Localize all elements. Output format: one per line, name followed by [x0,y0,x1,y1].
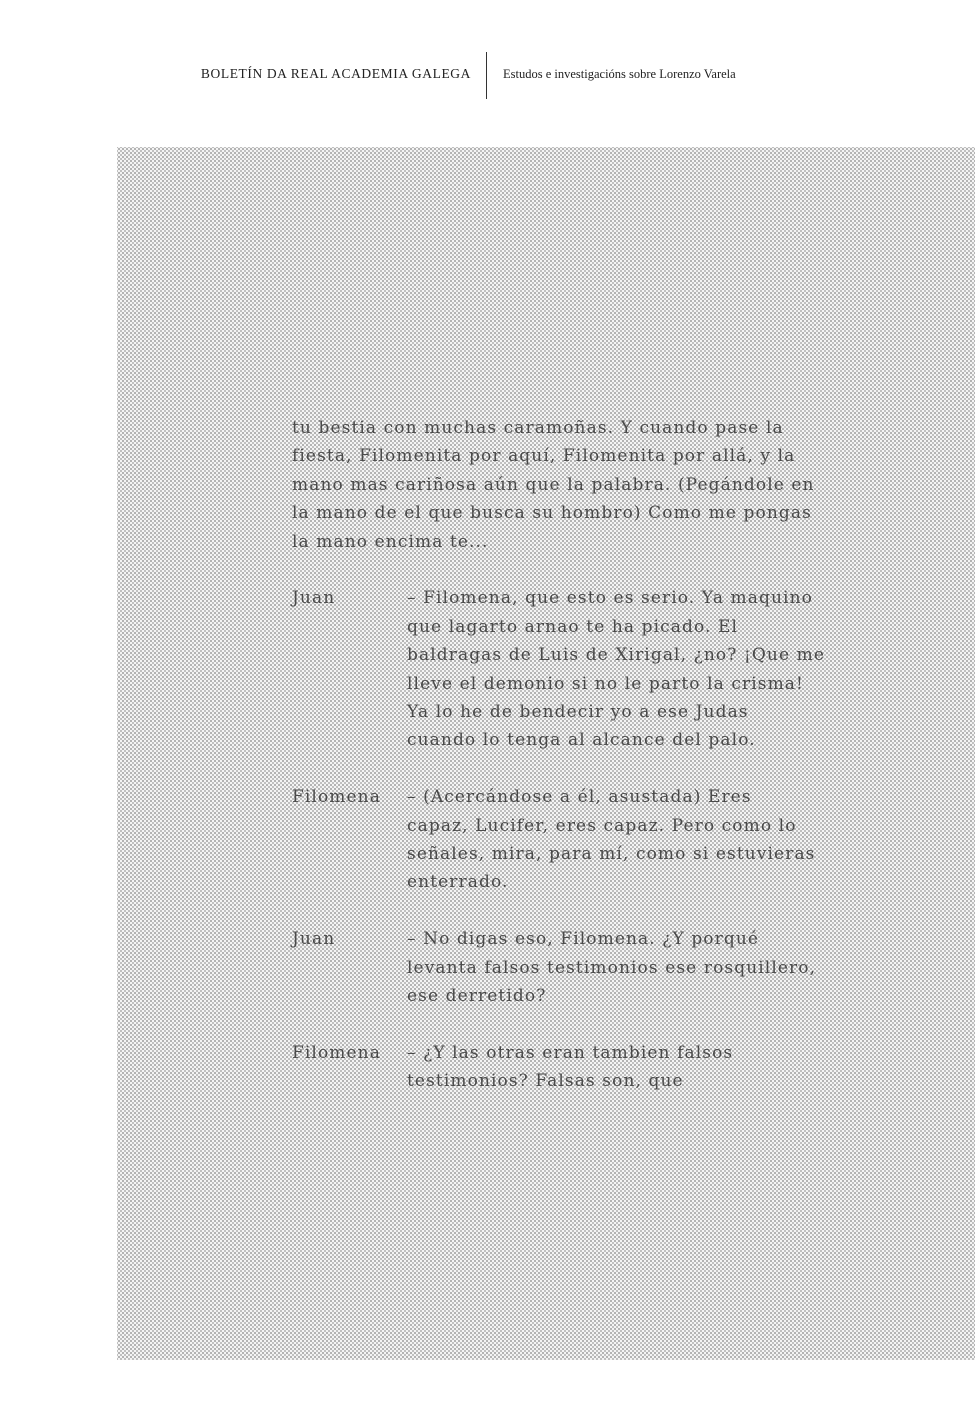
text-line: – ¿Y las otras eran tambien falsos [407,1042,734,1063]
opening-paragraph [292,414,837,556]
text-line: cuando lo tenga al alcance del palo. [407,730,756,751]
dialogue-block-filomena [292,1039,837,1096]
text-line: enterrado. [407,872,509,893]
speech-lines [407,584,837,754]
speaker-name: Filomena [292,787,381,808]
play-text [292,414,837,1124]
speaker-name: Juan [292,588,336,609]
text-line: Ya lo he de bendecir yo a ese Judas [407,702,749,723]
text-line: baldragas de Luis de Xirigal, ¿no? ¡Que me [407,645,825,666]
text-line: capaz, Lucifer, eres capaz. Pero como lo [407,815,797,836]
text-line: que lagarto arnao te ha picado. El [407,616,739,637]
speaker-name: Filomena [292,1042,381,1063]
text-line: ese derretido? [407,986,547,1007]
text-line: – (Acercándose a él, asustada) Eres [407,787,752,808]
section-title: Estudos e investigacións sobre Lorenzo Varela [503,67,736,81]
text-line: testimonios? Falsas son, que [407,1071,684,1092]
text-line: – Filomena, que esto es serio. Ya maquino [407,588,813,609]
dialogue-block-juan [292,925,837,1010]
speaker-name: Juan [292,929,336,950]
header-divider [486,52,487,99]
dialogue-block-juan [292,584,837,754]
text-line: mano mas cariñosa aún que la palabra. (Pegándole en [292,474,815,495]
text-line: lleve el demonio si no le parto la crisma! [407,673,804,694]
speech-lines [407,925,837,1010]
text-line: la mano de el que busca su hombro) Como me pongas [292,503,812,524]
text-line: levanta falsos testimonios ese rosquillero, [407,957,817,978]
page-header [0,52,975,100]
speech-lines [407,1039,837,1096]
journal-title: BOLETÍN DA REAL ACADEMIA GALEGA [200,66,471,81]
text-line: – No digas eso, Filomena. ¿Y porqué [407,929,760,950]
speech-lines [407,783,837,897]
dialogue-block-filomena [292,783,837,897]
text-line: la mano encima te... [292,531,489,552]
text-line: fiesta, Filomenita por aquí, Filomenita por allá, y la [292,446,796,467]
text-line: señales, mira, para mí, como si estuvieras [407,844,816,865]
text-line: tu bestia con muchas caramoñas. Y cuando pase la [292,418,784,438]
